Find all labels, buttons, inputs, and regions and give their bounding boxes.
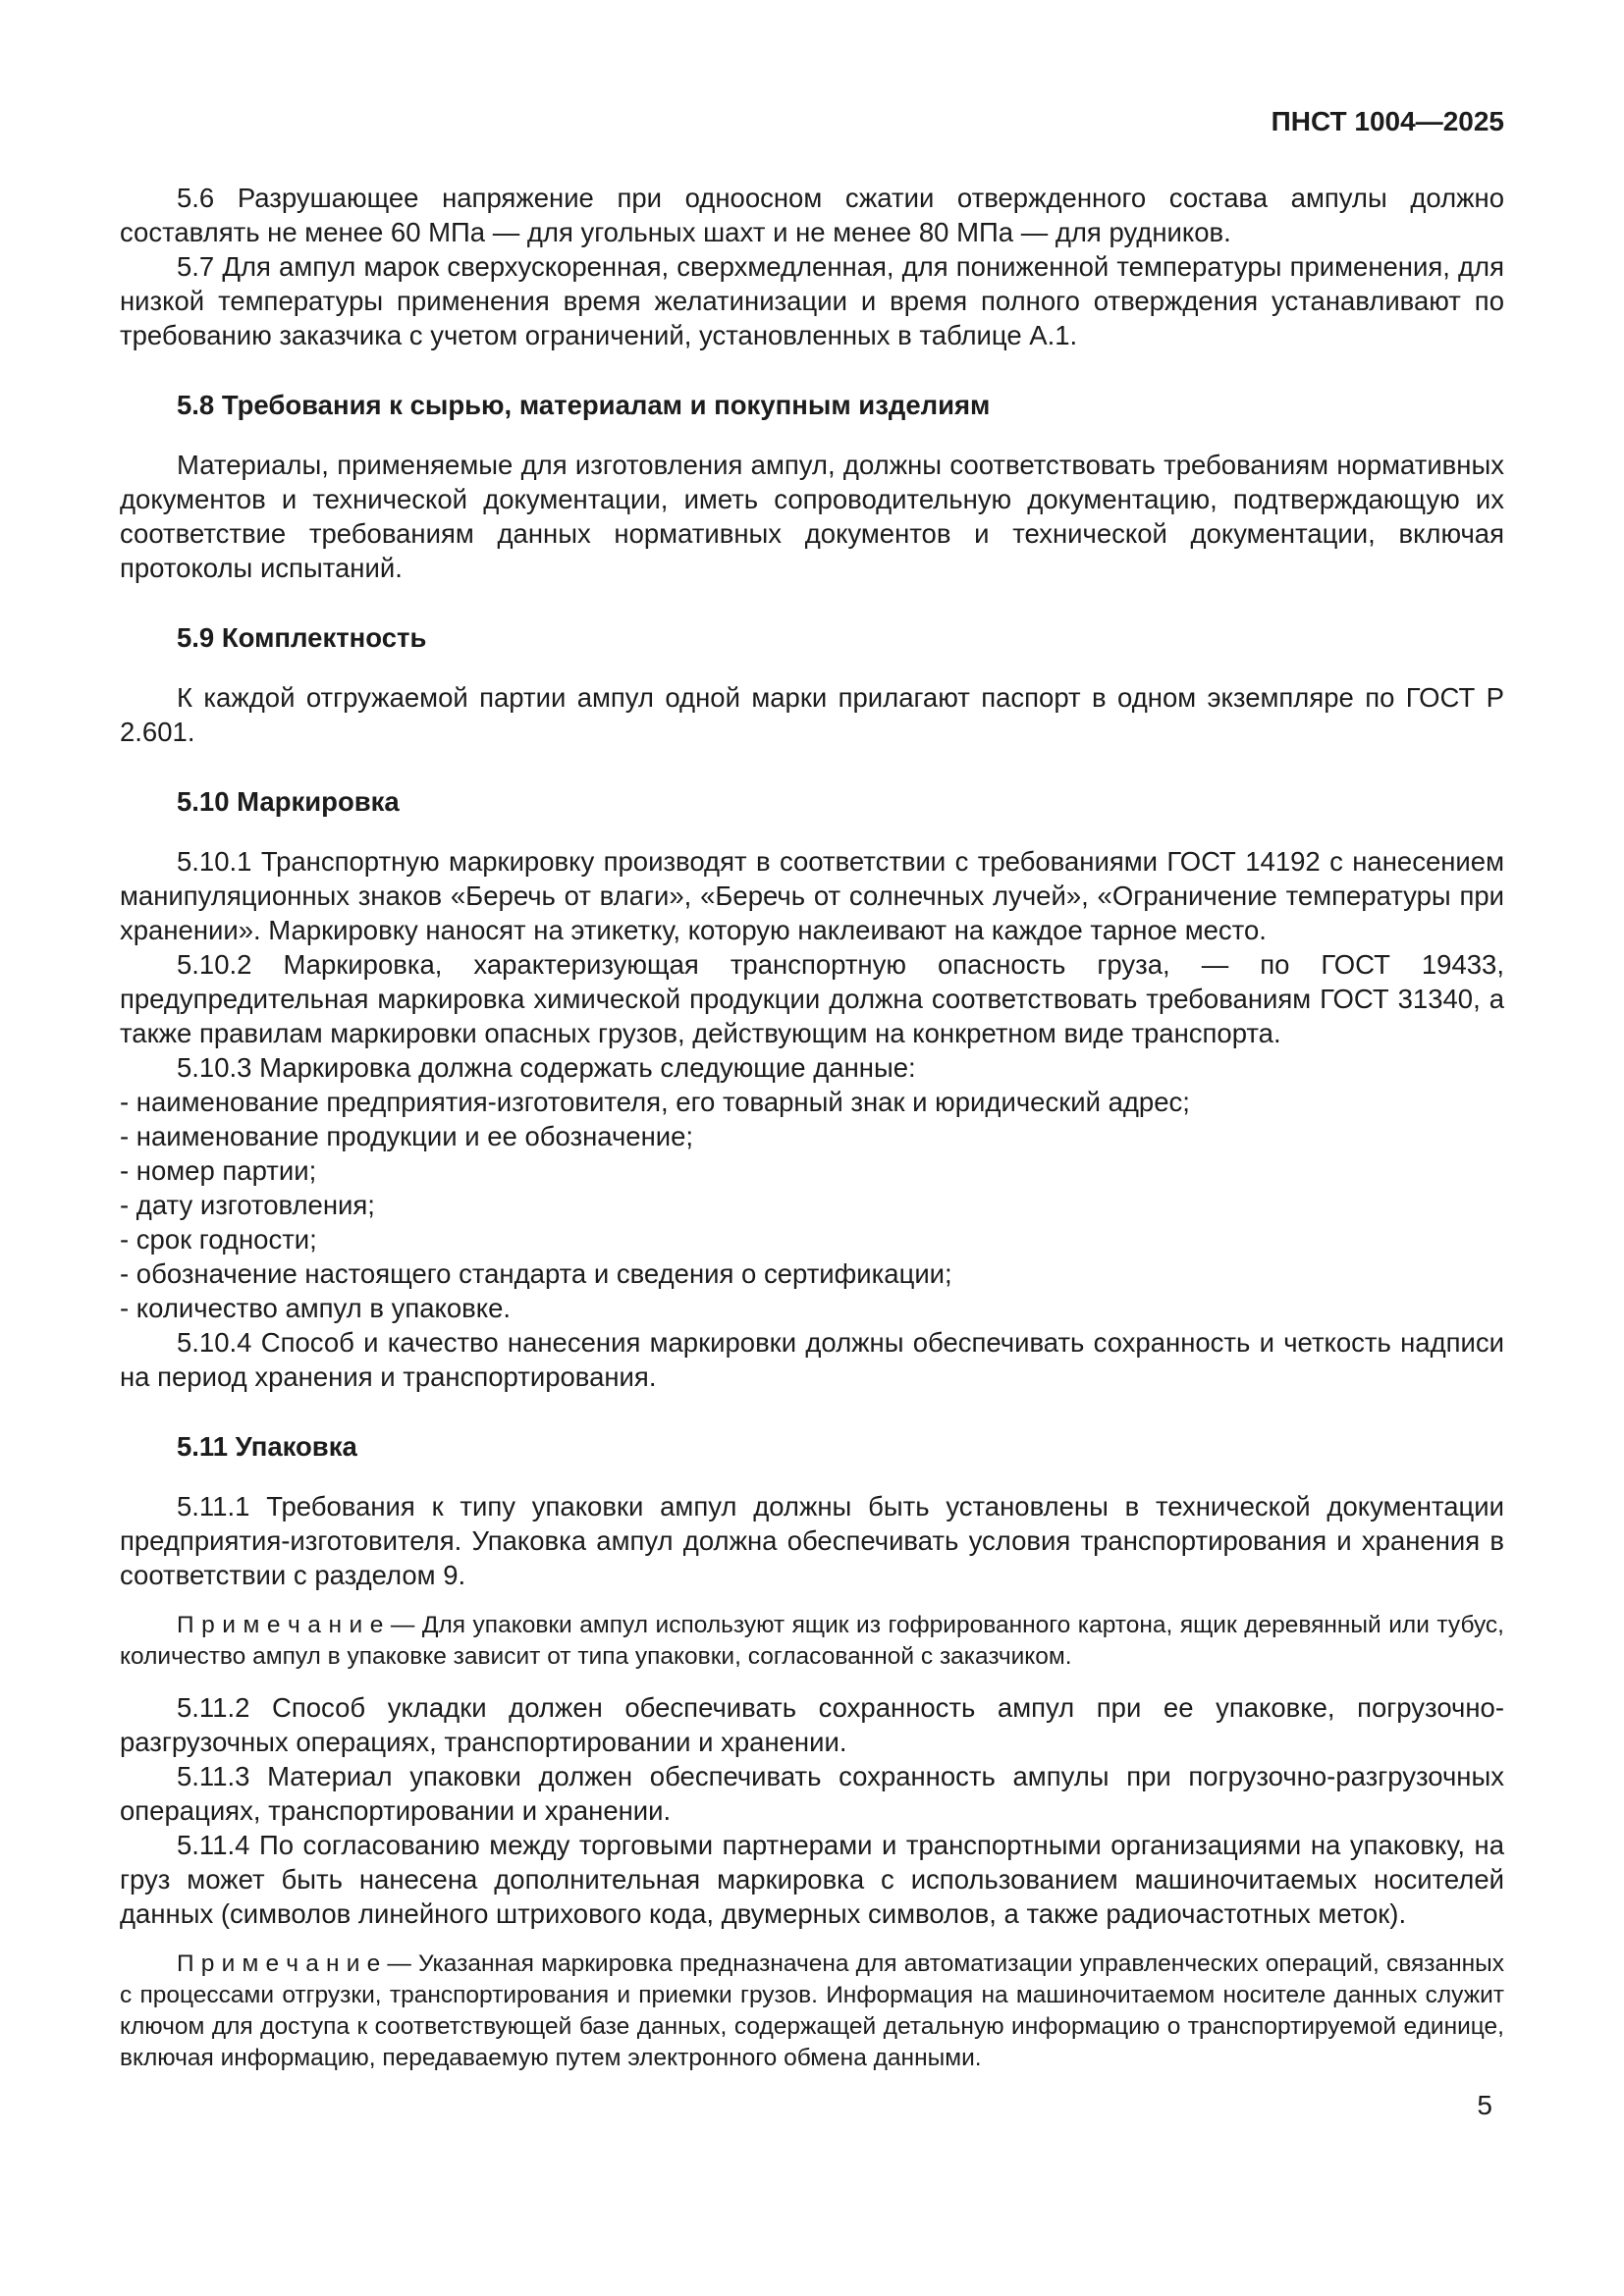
paragraph-5-11-2: 5.11.2 Способ укладки должен обеспечивать сохранность ампул при ее упаковке, погрузочно-разгрузочных операциях, транспортировании и хранении.	[120, 1692, 1504, 1757]
list-item: - срок годности;	[120, 1224, 317, 1255]
paragraph-5-9-text: К каждой отгружаемой партии ампул одной марки прилагают паспорт в одном экземпляре по ГОСТ Р 2.601.	[120, 682, 1504, 747]
paragraph-5-11-4: 5.11.4 По согласованию между торговыми партнерами и транспортными организациями на упаковку, на груз может быть нанесена дополнительная маркировка с использованием машиночитаемых носителей данных (символов линейного штрихового кода, двумерных символов, а также радиочастотных меток).	[120, 1830, 1504, 1929]
section-heading-5-11: 5.11 Упаковка	[177, 1431, 357, 1462]
list-item: - количество ампул в упаковке.	[120, 1293, 512, 1323]
paragraph-5-8-text: Материалы, применяемые для изготовления ампул, должны соответствовать требованиям нормативных документов и технической документации, иметь сопроводительную документацию, подтверждающую их соответствие требованиям данных нормативных документов и технической документации, включая протоколы испытаний.	[120, 450, 1504, 583]
list-item: - наименование предприятия-изготовителя, его товарный знак и юридический адрес;	[120, 1087, 1190, 1117]
paragraph-5-11-3: 5.11.3 Материал упаковки должен обеспечивать сохранность ампулы при погрузочно-разгрузочных операциях, транспортировании и хранении.	[120, 1761, 1504, 1826]
note-machine-readable-marking: П р и м е ч а н и е — Указанная маркировка предназначена для автоматизации управленческих операций, связанных с процессами отгрузки, транспортирования и приемки грузов. Информация на машиночитаемом носителе данных служит ключом для доступа к соответствующей базе данных, содержащей детальную информацию о транспортируемой единице, включая информацию, передаваемую путем электронного обмена данными.	[120, 1950, 1504, 2071]
marking-data-list	[120, 1085, 1504, 1325]
section-heading-5-8: 5.8 Требования к сырью, материалам и покупным изделиям	[177, 390, 991, 420]
doc-code-header: ПНСТ 1004—2025	[1271, 106, 1504, 136]
paragraph-5-10-4: 5.10.4 Способ и качество нанесения маркировки должны обеспечивать сохранность и четкость надписи на период хранения и транспортирования.	[120, 1327, 1504, 1392]
section-heading-5-9: 5.9 Комплектность	[177, 622, 427, 653]
paragraph-5-7: 5.7 Для ампул марок сверхускоренная, сверхмедленная, для пониженной температуры применения, для низкой температуры применения время желатинизации и время полного отверждения устанавливают по требованию заказчика с учетом ограничений, установленных в таблице А.1.	[120, 251, 1504, 350]
paragraph-5-11-1: 5.11.1 Требования к типу упаковки ампул должны быть установлены в технической документации предприятия-изготовителя. Упаковка ампул должна обеспечивать условия транспортирования и хранения в соответствии с разделом 9.	[120, 1491, 1504, 1590]
page-number: 5	[1477, 2090, 1492, 2120]
paragraph-5-10-1: 5.10.1 Транспортную маркировку производят в соответствии с требованиями ГОСТ 14192 с нанесением манипуляционных знаков «Беречь от влаги», «Беречь от солнечных лучей», «Ограничение температуры при хранении». Маркировку наносят на этикетку, которую наклеивают на каждое тарное место.	[120, 846, 1504, 945]
list-item: - наименование продукции и ее обозначение;	[120, 1121, 694, 1151]
section-heading-5-10: 5.10 Маркировка	[177, 786, 400, 817]
list-item: - номер партии;	[120, 1155, 317, 1186]
note-packaging: П р и м е ч а н и е — Для упаковки ампул используют ящик из гофрированного картона, ящик деревянный или тубус, количество ампул в упаковке зависит от типа упаковки, согласованной с заказчиком.	[120, 1612, 1504, 1670]
list-item: - дату изготовления;	[120, 1190, 375, 1220]
paragraph-5-6: 5.6 Разрушающее напряжение при одноосном сжатии отвержденного состава ампулы должно составлять не менее 60 МПа — для угольных шахт и не менее 80 МПа — для рудников.	[120, 183, 1504, 247]
list-item: - обозначение настоящего стандарта и сведения о сертификации;	[120, 1258, 952, 1289]
paragraph-5-10-3: 5.10.3 Маркировка должна содержать следующие данные:	[177, 1052, 916, 1083]
paragraph-5-10-2: 5.10.2 Маркировка, характеризующая транспортную опасность груза, — по ГОСТ 19433, предупредительная маркировка химической продукции должна соответствовать требованиям ГОСТ 31340, а также правилам маркировки опасных грузов, действующим на конкретном виде транспорта.	[120, 949, 1504, 1048]
